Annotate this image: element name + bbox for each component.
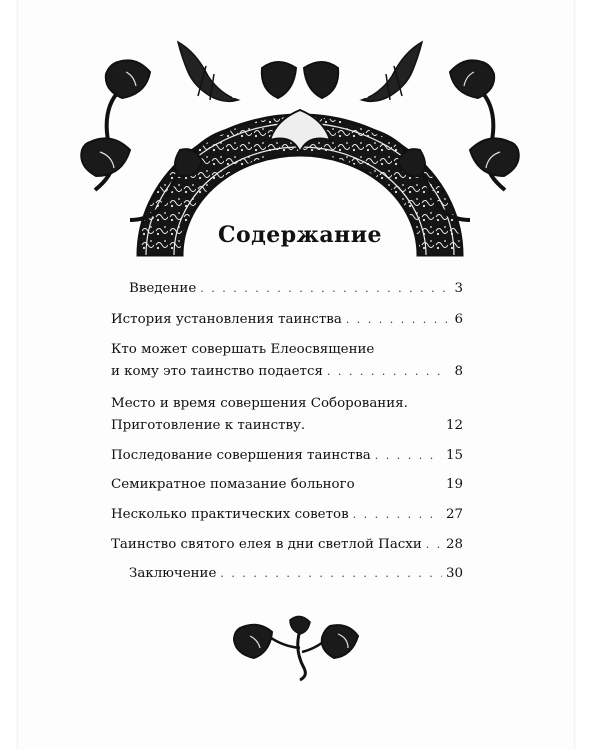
leader-dots (327, 361, 447, 383)
toc-entry-title-line2: Приготовление к таинству. (111, 418, 306, 433)
toc-page-number: 30 (445, 566, 463, 581)
leader-dots (426, 534, 442, 556)
toc-entry-title: Введение (129, 281, 197, 296)
toc-entry-title: Несколько практических советов (111, 507, 349, 522)
toc-entry-title-line2: и кому это таинство подается (111, 364, 323, 379)
floral-tailpiece-icon (0, 612, 600, 682)
toc-entry-conclusion[interactable] (111, 563, 463, 585)
toc-page-number: 28 (445, 537, 463, 552)
toc-entry-title: Семикратное помазание больного (111, 477, 355, 492)
leader-dots (200, 278, 447, 300)
toc-entry-practical-advice[interactable] (111, 504, 463, 526)
page-title: Содержание (217, 222, 383, 248)
toc-entry-seven-anointings[interactable] (111, 474, 463, 496)
toc-entry-history[interactable] (111, 309, 463, 331)
leader-dots (220, 563, 442, 585)
toc-entry-easter[interactable] (111, 534, 463, 556)
leader-dots (353, 504, 442, 526)
toc-page-number: 8 (454, 364, 463, 379)
toc-entry-place-and-time[interactable] (111, 393, 463, 437)
toc-entry-title-line1: Кто может совершать Елеосвящение (111, 342, 375, 357)
toc-page-number: 27 (445, 507, 463, 522)
toc-entry-title: История установления таинства (111, 312, 342, 327)
toc-entry-title: Таинство святого елея в дни светлой Пасхи (111, 537, 422, 552)
toc-page-number: 15 (445, 448, 463, 463)
leader-dots (346, 309, 447, 331)
leader-dots (375, 445, 442, 467)
toc-page-number: 3 (454, 281, 463, 296)
toc-entry-title-line1: Место и время совершения Соборования. (111, 396, 408, 411)
toc-entry-who-may-perform[interactable] (111, 339, 463, 383)
toc-entry-order-of-service[interactable] (111, 445, 463, 467)
toc-entry-introduction[interactable] (111, 278, 463, 300)
toc-page-number: 12 (445, 418, 463, 433)
toc-entry-title: Последование совершения таинства (111, 448, 371, 463)
toc-page-number: 19 (445, 477, 463, 492)
toc-page-number: 6 (454, 312, 463, 327)
toc-entry-title: Заключение (129, 566, 217, 581)
